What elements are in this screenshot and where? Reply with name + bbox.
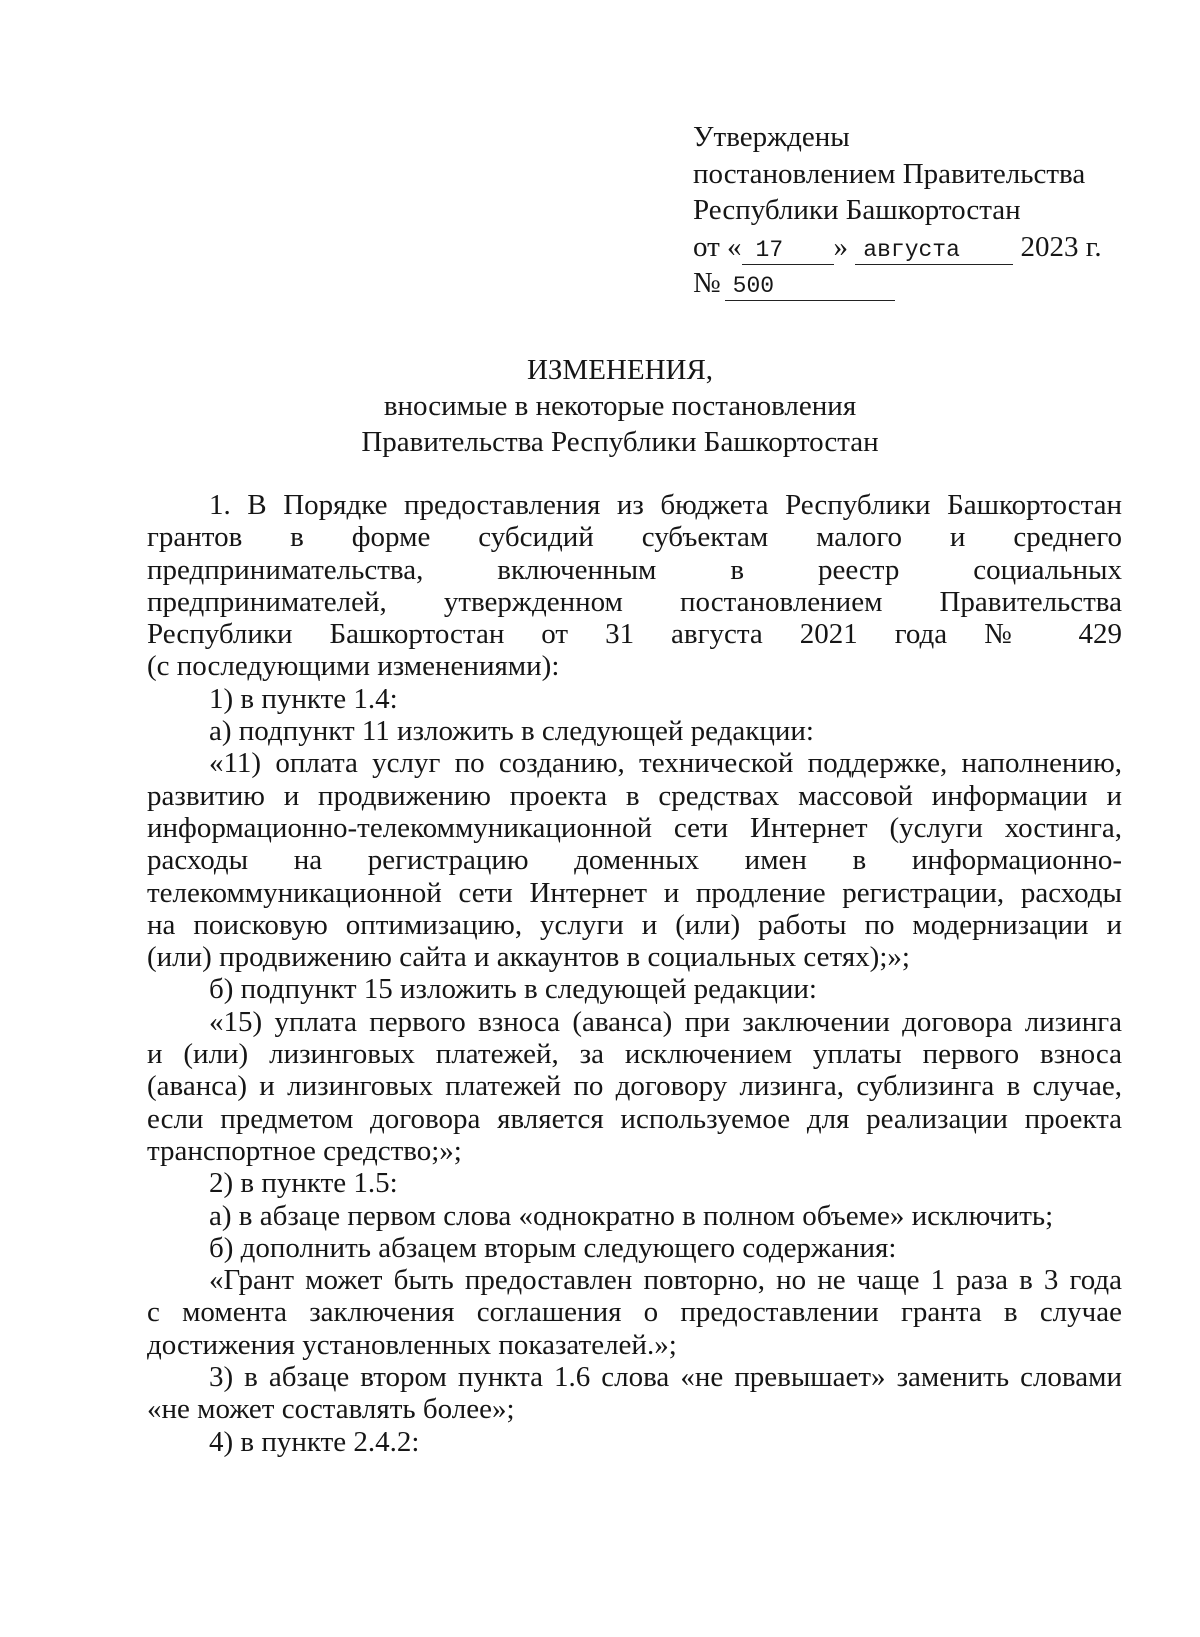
document-body [147,489,1122,1458]
document-subtitle: Правительства Республики Башкортостан [361,426,879,458]
body-line: предпринимателей, утвержденном постановлением Правительства [147,585,1122,618]
quote-line: достижения установленных показателей.»; [147,1328,677,1361]
date-month: августа [855,236,1013,265]
document-subtitle: вносимые в некоторые постановления [383,390,857,422]
approval-stamp [693,119,1102,302]
body-line: 1. В Порядке предоставления из бюджета Республики Башкортостан [209,489,1122,521]
date-prefix: от « [693,230,742,263]
list-item: б) дополнить абзацем вторым следующего содержания: [209,1231,897,1264]
quote-line: если предметом договора является используемое для реализации проекта [147,1102,1122,1135]
list-item: 2) в пункте 1.5: [209,1167,398,1200]
quote-line: «Грант может быть предоставлен повторно, но не чаще 1 раза в 3 года [209,1264,1122,1297]
number-prefix: № [693,267,721,299]
quote-line: (или) продвижению сайта и аккаунтов в социальных сетях);»; [147,941,910,974]
quote-line: расходы на регистрацию доменных имен в информационно- [147,844,1122,877]
document-heading [0,352,1200,460]
document-number: 500 [725,272,895,301]
body-line: Республики Башкортостан от 31 августа 2021 года № 429 [147,618,1122,651]
date-mid: » [833,230,849,263]
quote-line: и (или) лизинговых платежей, за исключением уплаты первого взноса [147,1038,1122,1071]
body-line: (с последующими изменениями): [147,650,560,683]
approval-number [693,265,1102,302]
quote-line: с момента заключения соглашения о предоставлении гранта в случае [147,1296,1122,1329]
list-item: а) подпункт 11 изложить в следующей редакции: [209,715,814,748]
list-item: 1) в пункте 1.4: [209,682,398,715]
quote-line: телекоммуникационной сети Интернет и продление регистрации, расходы [147,876,1122,909]
quote-line: «11) оплата услуг по созданию, технической поддержке, наполнению, [209,747,1122,780]
quote-line: (аванса) и лизинговых платежей по договору лизинга, сублизинга в случае, [147,1070,1122,1103]
list-item: 3) в абзаце втором пункта 1.6 слова «не превышает» заменить словами [209,1361,1122,1394]
list-item: «не может составлять более»; [147,1393,515,1426]
approval-line: Утверждены [693,121,850,153]
date-day: 17 [742,236,834,265]
list-item: а) в абзаце первом слова «однократно в полном объеме» исключить; [209,1199,1054,1232]
quote-line: транспортное средство;»; [147,1134,462,1167]
quote-line: «15) уплата первого взноса (аванса) при заключении договора лизинга [209,1005,1122,1038]
approval-date [693,229,1102,266]
body-line: грантов в форме субсидий субъектам малого и среднего [147,521,1122,554]
list-item: 4) в пункте 2.4.2: [209,1425,420,1458]
approval-line: постановлением Правительства [693,157,1086,190]
list-item: б) подпункт 15 изложить в следующей редакции: [209,973,817,1006]
approval-line: Республики Башкортостан [693,194,1021,226]
quote-line: развитию и продвижению проекта в средствах массовой информации и [147,779,1122,812]
body-line: предпринимательства, включенным в реестр социальных [147,553,1122,586]
document-title: ИЗМЕНЕНИЯ, [526,354,714,386]
quote-line: информационно-телекоммуникационной сети Интернет (услуги хостинга, [147,811,1122,844]
date-year: 2023 г. [1020,230,1102,263]
quote-line: на поисковую оптимизацию, услуги и (или) работы по модернизации и [147,908,1122,941]
